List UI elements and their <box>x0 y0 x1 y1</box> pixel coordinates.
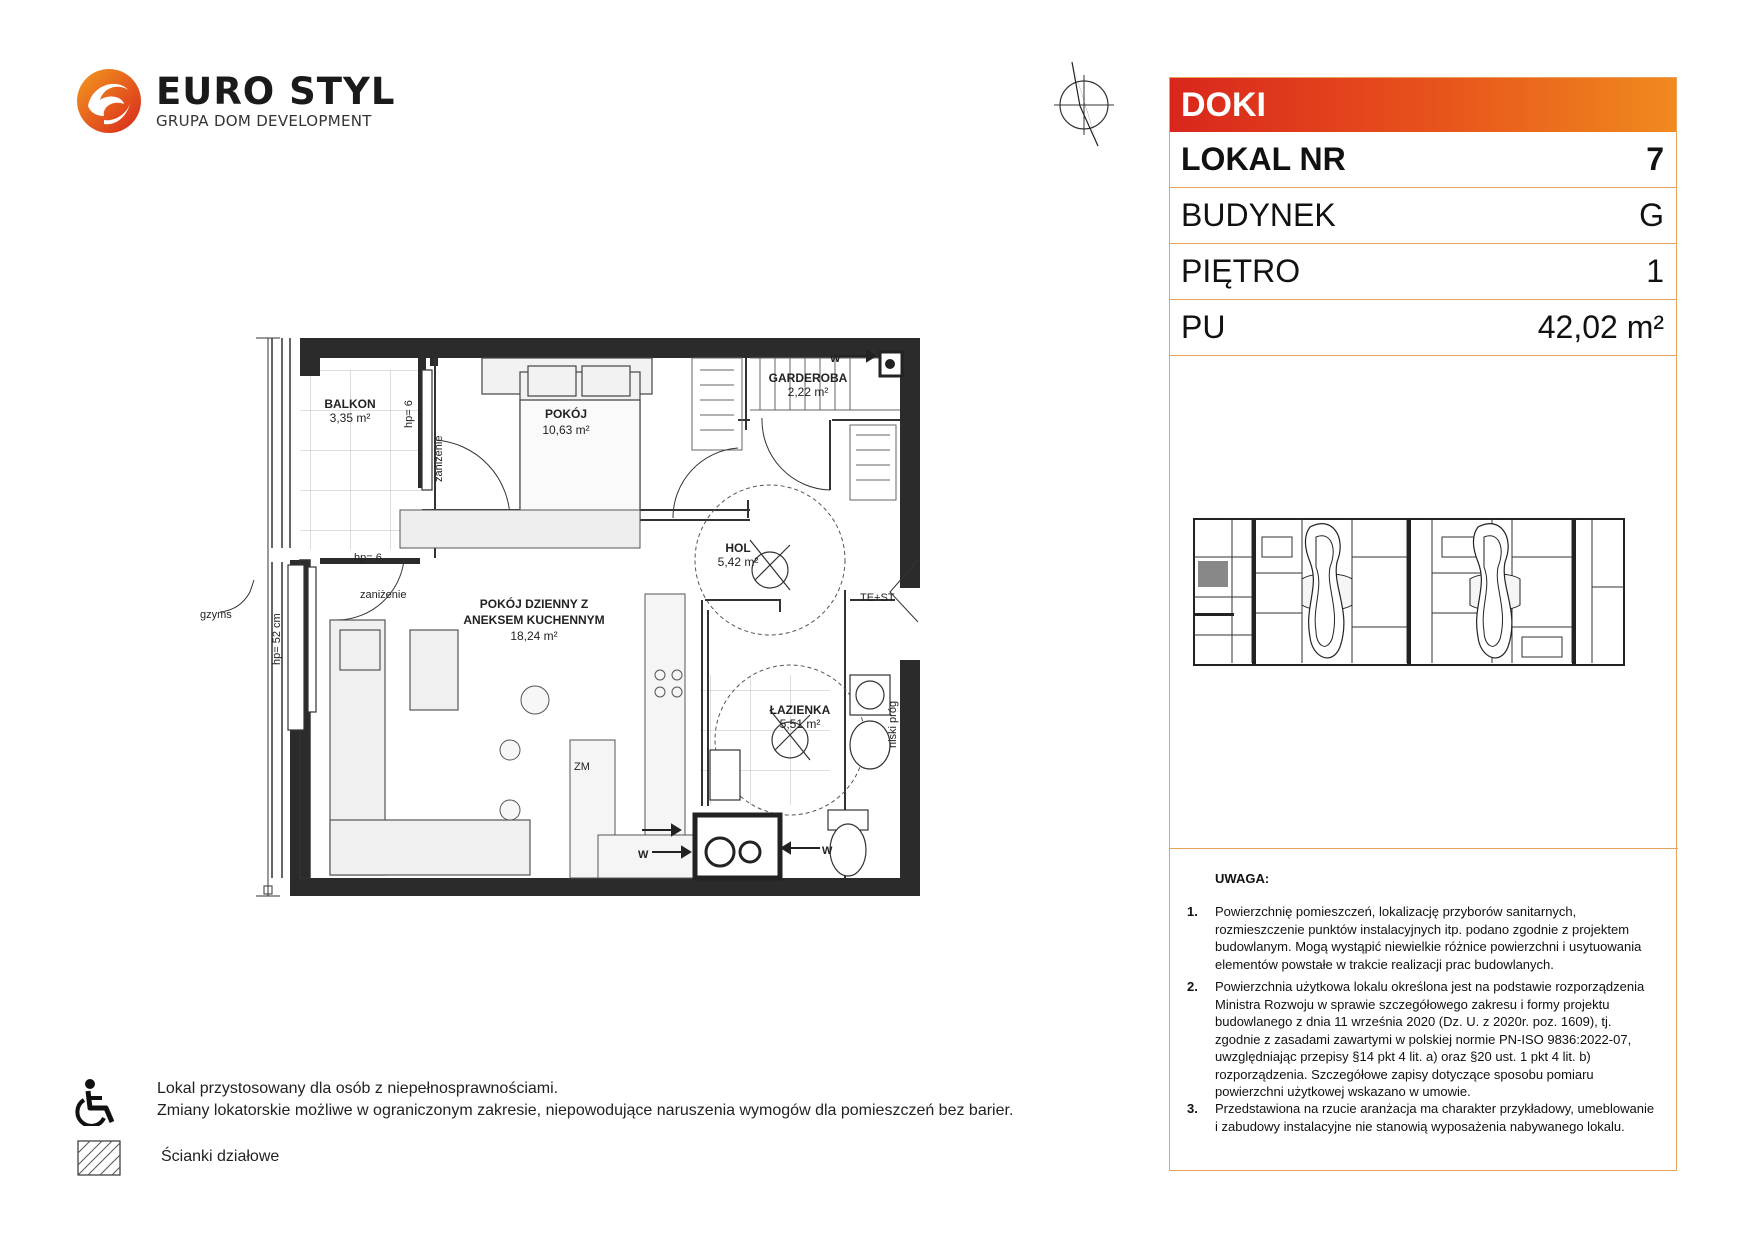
budynek-label: BUDYNEK <box>1181 197 1336 233</box>
unit-highlight <box>1198 561 1228 587</box>
note-text: Powierzchnię pomieszczeń, lokalizację przyborów sanitarnych, rozmieszczenie punktów instalacyjnych itp. podano zgodnie z projektem budowlanym. Mogą wystąpić niewielkie różnice powierzchni i usytuowania elementów powstałe w trakcie realizacji prac budowlanych. <box>1215 904 1642 972</box>
pu-value: 42,02 m² <box>1537 309 1664 345</box>
room-area-living: 18,24 m² <box>510 629 558 643</box>
note-1 <box>1187 903 1657 973</box>
label-hp52: hp= 52 cm <box>271 613 283 665</box>
label-hp6-top: hp= 6 <box>403 400 415 428</box>
room-area-garderoba: 2,22 m² <box>787 385 829 399</box>
lokal-value: 7 <box>1646 141 1664 177</box>
note-3 <box>1187 1100 1657 1135</box>
floor-plan <box>190 330 1030 900</box>
room-name-hol: HOL <box>725 541 751 555</box>
pietro-label: PIĘTRO <box>1181 253 1301 289</box>
budynek-row <box>1170 188 1676 244</box>
legend-line-1: Lokal przystosowany dla osób z niepełnosprawnościami. <box>157 1080 559 1097</box>
building-key-plan <box>1192 517 1626 667</box>
project-name: DOKI <box>1170 78 1676 132</box>
budynek-value: G <box>1639 197 1664 233</box>
wheelchair-icon <box>74 1078 124 1126</box>
label-w-right: W <box>822 845 833 857</box>
room-name-living-1: POKÓJ DZIENNY Z <box>479 597 589 611</box>
lokal-label: LOKAL NR <box>1181 141 1346 177</box>
label-niski-prog: niski próg <box>887 700 899 748</box>
room-area-hol: 5,42 m² <box>717 555 759 569</box>
label-te-st: TE+ST <box>860 592 895 604</box>
legend-line-3: Ścianki działowe <box>161 1148 280 1165</box>
label-zanizenie-bottom: zaniżenie <box>360 589 407 601</box>
legend-accessibility <box>74 1078 1013 1126</box>
note-number: 2. <box>1187 979 1198 994</box>
label-gzyms: gzyms <box>200 609 232 621</box>
room-name-lazienka: ŁAZIENKA <box>769 703 831 717</box>
brand-subtitle: GRUPA DOM DEVELOPMENT <box>156 112 372 130</box>
room-name-balkon: BALKON <box>324 397 376 411</box>
legend-partition <box>74 1140 1013 1176</box>
room-area-lazienka: 5,51 m² <box>779 717 821 731</box>
pietro-value: 1 <box>1646 253 1664 289</box>
label-hp6-bottom: hp= 6 <box>354 552 382 564</box>
notes-title: UWAGA: <box>1215 871 1270 886</box>
label-w-top: W <box>830 353 841 365</box>
pu-row <box>1170 300 1676 356</box>
room-name-pokoj: POKÓJ <box>544 407 588 421</box>
notes-divider <box>1170 848 1678 850</box>
pietro-row <box>1170 244 1676 300</box>
unit-info-panel <box>1169 77 1677 1171</box>
north-arrow-icon <box>1046 60 1126 150</box>
note-text: Powierzchnia użytkowa lokalu określona jest na podstawie rozporządzenia Ministra Rozwoju w sprawie szczegółowego zakresu i formy projektu budowlanego z dnia 11 września 2020 (Dz. U. z 2020r. poz. 1609), tj. zgodnie z zasadami zawartymi w polskiej normie PN-ISO 9836:2022-07, uwzględniając przepisy §14 pkt 4 lit. a) oraz §20 ust. 1 pkt 4 lit. b) rozporządzenia. Szczegółowe zapisy dotyczące sposobu pomiaru powierzchni użytkowej wskazano w umowie. <box>1215 979 1645 1099</box>
lokal-row <box>1170 132 1676 188</box>
brand-name: EURO STYL <box>156 70 396 113</box>
euro-styl-logo-icon <box>74 66 144 136</box>
room-name-living-2: ANEKSEM KUCHENNYM <box>463 613 605 627</box>
note-number: 3. <box>1187 1101 1198 1116</box>
room-name-garderoba: GARDEROBA <box>768 371 848 385</box>
note-number: 1. <box>1187 904 1198 919</box>
brand-logo <box>74 66 395 136</box>
room-area-pokoj: 10,63 m² <box>542 423 590 437</box>
legend-line-2: Zmiany lokatorskie możliwe w ograniczonym zakresie, niepowodujące naruszenia wymogów dla pomieszczeń bez barier. <box>157 1102 1014 1119</box>
label-w-left: W <box>638 849 649 861</box>
room-area-balkon: 3,35 m² <box>329 411 371 425</box>
note-text: Przedstawiona na rzucie aranżacja ma charakter przykładowy, umeblowanie i zabudowy instalacyjne nie stanowią wyposażenia nabywanego lokalu. <box>1215 1101 1655 1134</box>
note-2 <box>1187 978 1657 1101</box>
label-zm: ZM <box>574 761 590 773</box>
label-zanizenie-top: zaniżenie <box>433 435 445 482</box>
legend <box>74 1078 1013 1176</box>
pu-label: PU <box>1181 309 1226 345</box>
hatch-icon <box>77 1140 121 1176</box>
